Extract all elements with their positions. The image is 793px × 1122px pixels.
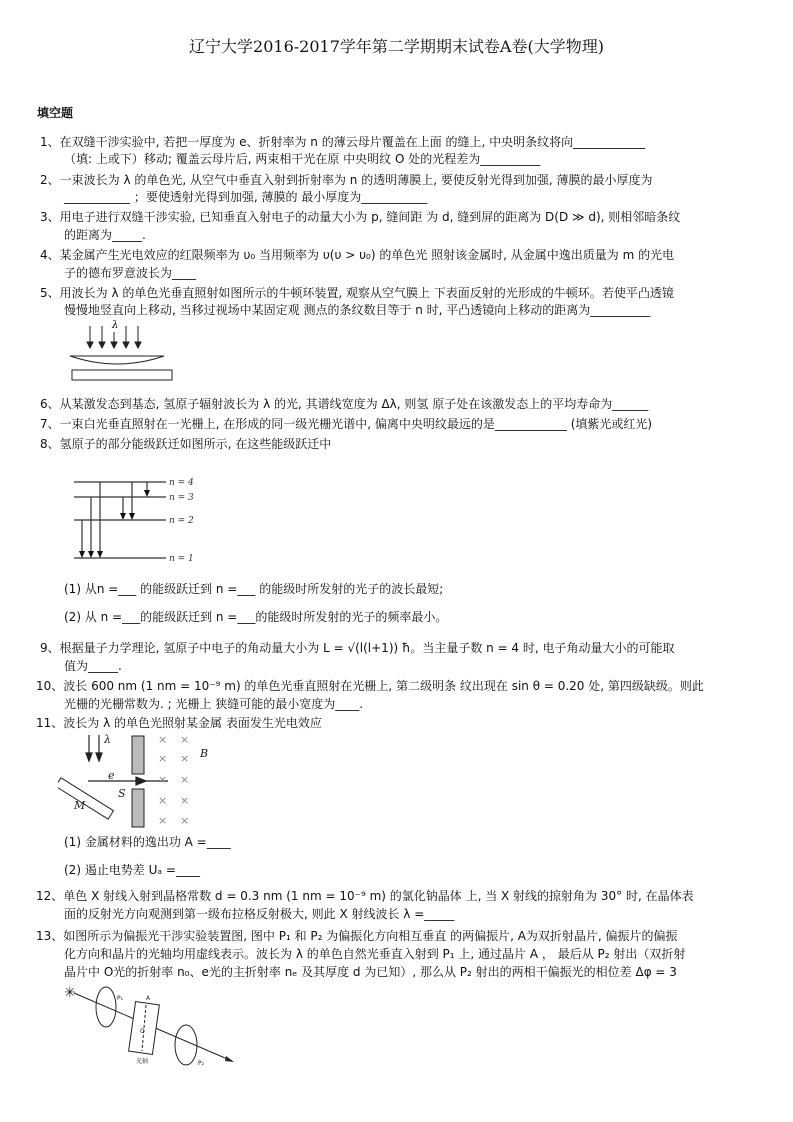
question-4-line-2: 子的德布罗意波长为____ (64, 266, 197, 280)
newton-ring-figure (68, 318, 178, 384)
question-7: 7、一束白光垂直照射在一光栅上, 在形成的同一级光栅光谱中, 偏离中央明纹最远的是____________ (填紫光或红光) (40, 417, 653, 431)
svg-text:×: × (158, 794, 168, 807)
question-13-line-2: 化方向和晶片的光轴均用虚线表示。波长为 λ 的单色自然光垂直入射到 P₁ 上, 通过晶片 A ， 最后从 P₂ 射出（双折射 (64, 947, 686, 961)
question-2-line-2: ___________ ；要使透射光得到加强, 薄膜的 最小厚度为___________ (64, 190, 428, 204)
polarization-figure (62, 983, 272, 1073)
lambda-label: λ (112, 320, 119, 331)
question-9-line-1: 9、根据量子力学理论, 氢原子中电子的角动量大小为 L = √(l(l+1)) ħ。当主量子数 n = 4 时, 电子角动量大小的可能取 (40, 641, 675, 655)
question-4-line-1: 4、某金属产生光电效应的红限频率为 υ₀ 当用频率为 υ(υ > υ₀) 的单色光 照射该金属时, 从金属中逸出质量为 m 的光电 (40, 248, 675, 262)
svg-text:×: × (158, 752, 168, 765)
optic-axis-label: 光轴 (136, 1058, 149, 1065)
question-8-sub-1: (1) 从n =___ 的能级跃迁到 n =___ 的能级时所发射的光子的波长最短; (64, 582, 444, 596)
lambda-label: λ (104, 733, 111, 746)
svg-text:×: × (158, 773, 168, 786)
svg-text:×: × (180, 733, 190, 746)
electron-label: e (108, 769, 115, 782)
question-9-line-2: 值为_____. (64, 659, 122, 673)
question-1-line-2: （填: 上或下）移动; 覆盖云母片后, 两束相干光在原 中央明纹 O 处的光程差为__________ (64, 152, 541, 166)
section-heading: 填空题 (37, 106, 74, 120)
svg-text:×: × (158, 814, 168, 827)
question-11-sub-2: (2) 遏止电势差 Uₐ =____ (64, 863, 200, 877)
p2-label: P₂ (198, 1060, 205, 1067)
svg-text:×: × (180, 814, 190, 827)
question-1-line-1: 1、在双缝干涉实验中, 若把一厚度为 e、折射率为 n 的薄云母片覆盖在上面 的缝上, 中央明条纹将向____________ (40, 135, 646, 149)
question-12-line-1: 12、单色 X 射线入射到晶格常数 d = 0.3 nm (1 nm = 10⁻⁹ m) 的氯化钠晶体 上, 当 X 射线的掠射角为 30° 时, 在晶体表 (36, 889, 694, 903)
level-label-2: n = 2 (169, 516, 194, 526)
question-2-line-1: 2、一束波长为 λ 的单色光, 从空气中垂直入射到折射率为 n 的透明薄膜上, 要使反射光得到加强, 薄膜的最小厚度为 (40, 173, 653, 187)
level-label-1: n = 1 (169, 554, 194, 562)
svg-text:×: × (180, 752, 190, 765)
svg-text:×: × (180, 794, 190, 807)
metal-label: M (74, 799, 86, 812)
question-6: 6、从某激发态到基态, 氢原子辐射波长为 λ 的光, 其谱线宽度为 Δλ, 则氢 原子处在该激发态上的平均寿命为______ (40, 397, 649, 411)
question-12-line-2: 面的反射光方向观测到第一级布拉格反射极大, 则此 X 射线波长 λ =_____ (64, 907, 455, 921)
question-5-line-1: 5、用波长为 λ 的单色光垂直照射如图所示的牛顿环装置, 观察从空气膜上 下表面反射的光形成的牛顿环。若使平凸透镜 (40, 286, 674, 300)
crystal-label: A (146, 995, 151, 1002)
o-label: O (140, 1028, 145, 1035)
question-3-line-1: 3、用电子进行双缝干涉实验, 已知垂直入射电子的动量大小为 p, 缝间距 为 d, 缝到屏的距离为 D(D ≫ d), 则相邻暗条纹 (40, 210, 681, 224)
level-label-4: n = 4 (169, 478, 194, 488)
svg-text:×: × (158, 733, 168, 746)
question-5-line-2: 慢慢地竖直向上移动, 当移过视场中某固定观 测点的条纹数目等于 n 时, 平凸透镜向上移动的距离为__________ (64, 303, 651, 317)
question-13-line-1: 13、如图所示为偏振光干涉实验装置图, 图中 P₁ 和 P₂ 为偏振化方向相互垂直 的两偏振片, A为双折射晶片, 偏振片的偏振 (36, 929, 678, 943)
energy-level-diagram (70, 470, 220, 562)
svg-text:×: × (180, 773, 190, 786)
field-label: B (200, 747, 208, 760)
question-8-sub-2: (2) 从 n =___的能级跃迁到 n =___的能级时所发射的光子的频率最小。 (64, 610, 448, 624)
question-8: 8、氢原子的部分能级跃迁如图所示, 在这些能级跃迁中 (40, 437, 332, 451)
question-11-sub-1: (1) 金属材料的逸出功 A =____ (64, 835, 231, 849)
question-10-line-2: 光栅的光栅常数为. ; 光栅上 狭缝可能的最小宽度为____. (64, 697, 364, 711)
question-3-line-2: 的距离为_____. (64, 228, 146, 242)
page-title: 辽宁大学2016-2017学年第二学期期末试卷A卷(大学物理) (189, 37, 604, 56)
question-10-line-1: 10、波长 600 nm (1 nm = 10⁻⁹ m) 的单色光垂直照射在光栅上, 第二级明条 纹出现在 sin θ = 0.20 处, 第四级缺级。则此 (36, 679, 704, 693)
slit-label: S (118, 787, 126, 800)
question-11: 11、波长为 λ 的单色光照射某金属 表面发生光电效应 (36, 716, 322, 730)
svg-text:✳: ✳ (64, 985, 76, 1001)
photoelectric-figure (58, 733, 208, 829)
p1-label: P₁ (117, 995, 124, 1002)
level-label-3: n = 3 (169, 493, 194, 503)
question-13-line-3: 晶片中 O光的折射率 n₀、e光的主折射率 nₑ 及其厚度 d 为已知）, 那么从 P₂ 射出的两相干偏振光的相位差 Δφ = 3 (64, 965, 677, 979)
